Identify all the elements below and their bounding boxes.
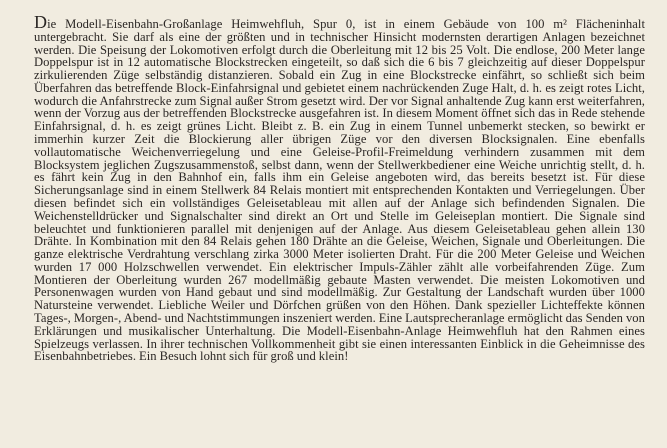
body-paragraph: Die Modell-Eisenbahn-Großanlage Heimwehfluh, Spur 0, ist in einem Gebäude von 100 m² Flächeninhalt untergebracht. Sie darf als eine der größten und in technischer Hinsicht modernsten derartigen Anlagen bezeichnet werden. Die Speisung der Lokomotiven erfolgt durch die Oberleitung mit 12 bis 25 Volt. Die endlose, 200 Meter lange Doppelspur ist in 12 automatische Blockstrecken eingeteilt, so daß sich die 6 bis 7 gleichzeitig auf dieser Doppelspur zirkulierenden Züge selbständig distanzieren. Sobald ein Zug in eine Blockstrecke einfährt, so schließt sich beim Überfahren das betreffende Block-Einfahrsignal und gebietet einem nachrückenden Zuge Halt, d. h. es zeigt rotes Licht, wodurch die Anfahrstrecke zum Signal außer Strom gesetzt wird. Der vor Signal anhaltende Zug kann erst weiterfahren, wenn der Vorzug aus der betreffenden Blockstrecke ausgefahren ist. In diesem Moment öffnet sich das in Rede stehende Einfahrsignal, d. h. es zeigt grünes Licht. Bleibt z. B. ein Zug in einem Tunnel unbemerkt stecken, so bewirkt er immerhin kurzer Zeit die Blockierung aller übrigen Züge vor den diversen Blocksignalen. Eine ebenfalls vollautomatische Weichenverriegelung und eine Geleise-Profil-Freimeldung verhindern zusammen mit dem Blocksystem jeglichen Zugszusammenstoß, selbst dann, wenn der Stellwerkbediener eine Weiche unrichtig stellt, d. h. es fährt kein Zug in den Bahnhof ein, falls ihm ein Geleise angeboten wird, das bereits besetzt ist. Für diese Sicherungsanlage sind in einem Stellwerk 84 Relais montiert mit entsprechenden Kontakten und Verriegelungen. Über diesen befindet sich ein vollständiges Geleisetableau mit allen auf der Anlage sich befindenden Signalen. Die Weichenstelldrücker und Signalschalter sind direkt an Ort und Stelle im Geleiseplan montiert. Die Signale sind beleuchtet und funktionieren parallel mit denjenigen auf der Anlage. Aus diesem Geleisetableau gehen allein 130 Drähte. In Kombination mit den 84 Relais gehen 180 Drähte an die Geleise, Weichen, Signale und Oberleitungen. Die ganze elektrische Verdrahtung verschlang zirka 3000 Meter isolierten Draht. Für die 200 Meter Geleise und Weichen wurden 17 000 Holzschwellen verwendet. Ein elektrischer Impuls-Zähler zählt alle vorbeifahrenden Züge. Zum Montieren der Oberleitung wurden 267 modellmäßig gebaute Masten verwendet. Die meisten Lokomotiven und Personenwagen wurden von Hand gebaut und sind modellmäßig. Zur Gestaltung der Landschaft wurden über 1000 Natursteine verwendet. Liebliche Weiler und Dörfchen grüßen von den Höhen. Dank spezieller Lichteffekte können Tages-, Morgen-, Abend- und Nachtstimmungen inszeniert werden. Eine Lautsprecheranlage ermöglicht das Senden von Erklärungen und musikalischer Unterhaltung. Die Modell-Eisenbahn-Anlage Heimwehfluh hat den Rahmen eines Spielzeugs verlassen. In ihrer technischen Vollkommenheit gibt sie einen interessanten Einblick in die Geheimnisse des Eisenbahnbetriebes. Ein Besuch lohnt sich für groß und klein! — [34, 12, 645, 364]
